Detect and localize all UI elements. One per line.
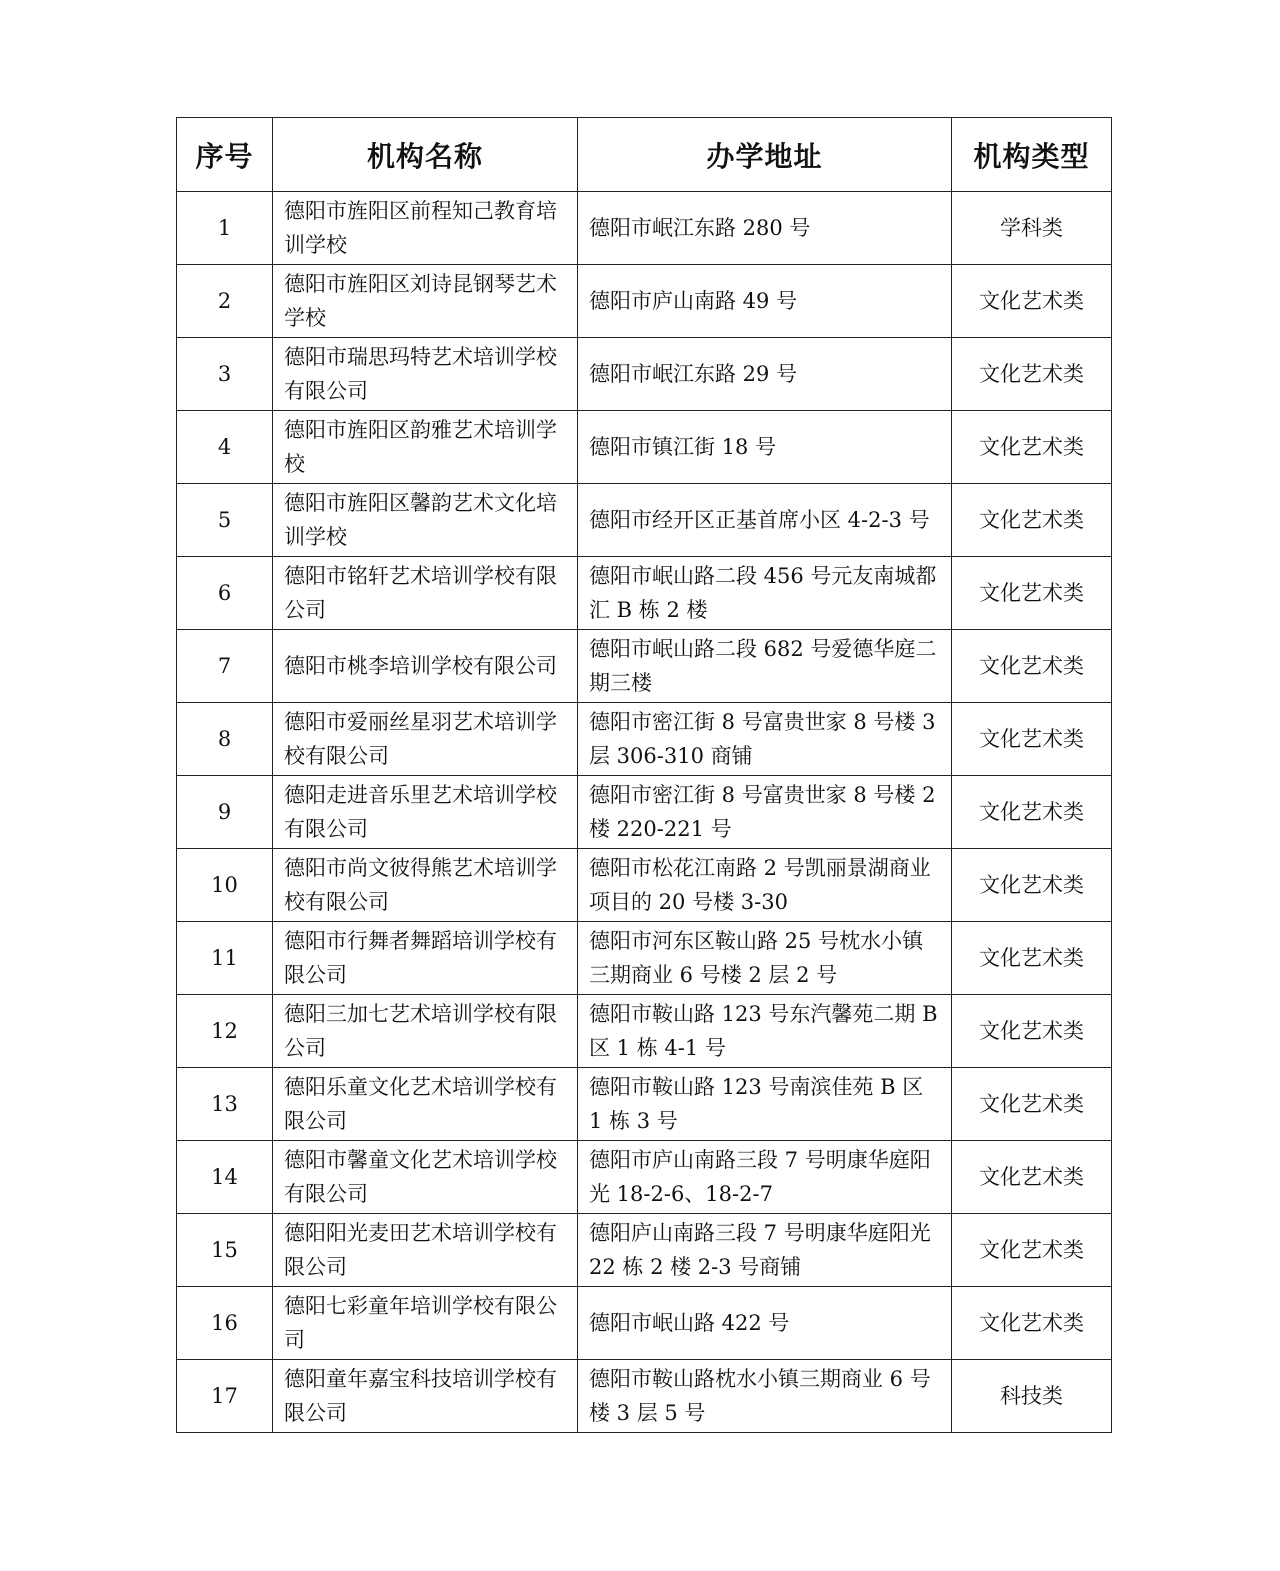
school-address-cell: 德阳市岷山路 422 号 [578,1287,952,1360]
table-body [177,192,1112,1433]
school-address-cell: 德阳市密江街 8 号富贵世家 8 号楼 3 层 306-310 商铺 [578,703,952,776]
school-address-cell: 德阳市岷山路二段 456 号元友南城都汇 B 栋 2 楼 [578,557,952,630]
table-row [177,265,1112,338]
serial-number-cell: 1 [177,192,273,265]
serial-number-cell: 6 [177,557,273,630]
institution-table [176,117,1112,1433]
institution-name-cell: 德阳市旌阳区刘诗昆钢琴艺术学校 [273,265,578,338]
institution-type-cell: 文化艺术类 [952,776,1112,849]
institution-type-cell: 文化艺术类 [952,338,1112,411]
institution-name-cell: 德阳市旌阳区前程知己教育培训学校 [273,192,578,265]
institution-type-cell: 文化艺术类 [952,1214,1112,1287]
institution-type-cell: 文化艺术类 [952,557,1112,630]
institution-name-cell: 德阳市馨童文化艺术培训学校有限公司 [273,1141,578,1214]
table-row [177,1360,1112,1433]
serial-number-cell: 2 [177,265,273,338]
table-row [177,630,1112,703]
institution-name-cell: 德阳市旌阳区韵雅艺术培训学校 [273,411,578,484]
table-row [177,703,1112,776]
institution-name-cell: 德阳七彩童年培训学校有限公司 [273,1287,578,1360]
school-address-cell: 德阳市岷江东路 29 号 [578,338,952,411]
header-row [177,118,1112,192]
table-row [177,484,1112,557]
serial-number-cell: 8 [177,703,273,776]
institution-type-cell: 文化艺术类 [952,411,1112,484]
school-address-cell: 德阳市鞍山路枕水小镇三期商业 6 号楼 3 层 5 号 [578,1360,952,1433]
institution-type-cell: 文化艺术类 [952,1068,1112,1141]
institution-name-cell: 德阳走进音乐里艺术培训学校有限公司 [273,776,578,849]
serial-number-cell: 12 [177,995,273,1068]
table-row [177,922,1112,995]
institution-name-cell: 德阳市瑞思玛特艺术培训学校有限公司 [273,338,578,411]
school-address-cell: 德阳市庐山南路 49 号 [578,265,952,338]
institution-type-cell: 文化艺术类 [952,922,1112,995]
serial-number-cell: 10 [177,849,273,922]
table-row [177,411,1112,484]
table-row [177,1214,1112,1287]
serial-number-cell: 15 [177,1214,273,1287]
institution-type-cell: 文化艺术类 [952,630,1112,703]
institution-name-cell: 德阳市尚文彼得熊艺术培训学校有限公司 [273,849,578,922]
serial-number-cell: 3 [177,338,273,411]
institution-type-cell: 文化艺术类 [952,995,1112,1068]
serial-number-cell: 9 [177,776,273,849]
school-address-cell: 德阳市河东区鞍山路 25 号枕水小镇三期商业 6 号楼 2 层 2 号 [578,922,952,995]
school-address-cell: 德阳市鞍山路 123 号南滨佳苑 B 区 1 栋 3 号 [578,1068,952,1141]
serial-number-cell: 16 [177,1287,273,1360]
institution-type-cell: 文化艺术类 [952,265,1112,338]
institution-name-cell: 德阳乐童文化艺术培训学校有限公司 [273,1068,578,1141]
table-row [177,1141,1112,1214]
table-row [177,1068,1112,1141]
school-address-cell: 德阳市经开区正基首席小区 4-2-3 号 [578,484,952,557]
serial-number-cell: 4 [177,411,273,484]
school-address-cell: 德阳市镇江街 18 号 [578,411,952,484]
school-address-cell: 德阳市庐山南路三段 7 号明康华庭阳光 18-2-6、18-2-7 [578,1141,952,1214]
table-row [177,1287,1112,1360]
table-row [177,849,1112,922]
school-address-cell: 德阳市鞍山路 123 号东汽馨苑二期 B 区 1 栋 4-1 号 [578,995,952,1068]
school-address-cell: 德阳市岷江东路 280 号 [578,192,952,265]
institution-type-cell: 文化艺术类 [952,849,1112,922]
table-row [177,557,1112,630]
institution-type-cell: 学科类 [952,192,1112,265]
table-header [177,118,1112,192]
school-address-cell: 德阳市密江街 8 号富贵世家 8 号楼 2 楼 220-221 号 [578,776,952,849]
serial-number-cell: 14 [177,1141,273,1214]
institution-name-cell: 德阳市桃李培训学校有限公司 [273,630,578,703]
institution-type-cell: 文化艺术类 [952,1141,1112,1214]
table-row [177,995,1112,1068]
institution-name-cell: 德阳阳光麦田艺术培训学校有限公司 [273,1214,578,1287]
serial-number-cell: 7 [177,630,273,703]
institution-name-cell: 德阳三加七艺术培训学校有限公司 [273,995,578,1068]
institution-name-cell: 德阳市铭轩艺术培训学校有限公司 [273,557,578,630]
serial-number-cell: 11 [177,922,273,995]
institution-name-cell: 德阳市爱丽丝星羽艺术培训学校有限公司 [273,703,578,776]
institution-name-cell: 德阳市旌阳区馨韵艺术文化培训学校 [273,484,578,557]
table-row [177,776,1112,849]
school-address-cell: 德阳庐山南路三段 7 号明康华庭阳光 22 栋 2 楼 2-3 号商铺 [578,1214,952,1287]
serial-number-cell: 5 [177,484,273,557]
institution-name-cell: 德阳市行舞者舞蹈培训学校有限公司 [273,922,578,995]
serial-number-cell: 13 [177,1068,273,1141]
header-institution-name: 机构名称 [273,118,578,192]
header-serial-number: 序号 [177,118,273,192]
school-address-cell: 德阳市岷山路二段 682 号爱德华庭二期三楼 [578,630,952,703]
institution-name-cell: 德阳童年嘉宝科技培训学校有限公司 [273,1360,578,1433]
serial-number-cell: 17 [177,1360,273,1433]
institution-type-cell: 文化艺术类 [952,484,1112,557]
institution-type-cell: 文化艺术类 [952,703,1112,776]
header-school-address: 办学地址 [578,118,952,192]
header-institution-type: 机构类型 [952,118,1112,192]
institution-type-cell: 科技类 [952,1360,1112,1433]
institution-type-cell: 文化艺术类 [952,1287,1112,1360]
table-row [177,192,1112,265]
school-address-cell: 德阳市松花江南路 2 号凯丽景湖商业项目的 20 号楼 3-30 [578,849,952,922]
table-row [177,338,1112,411]
